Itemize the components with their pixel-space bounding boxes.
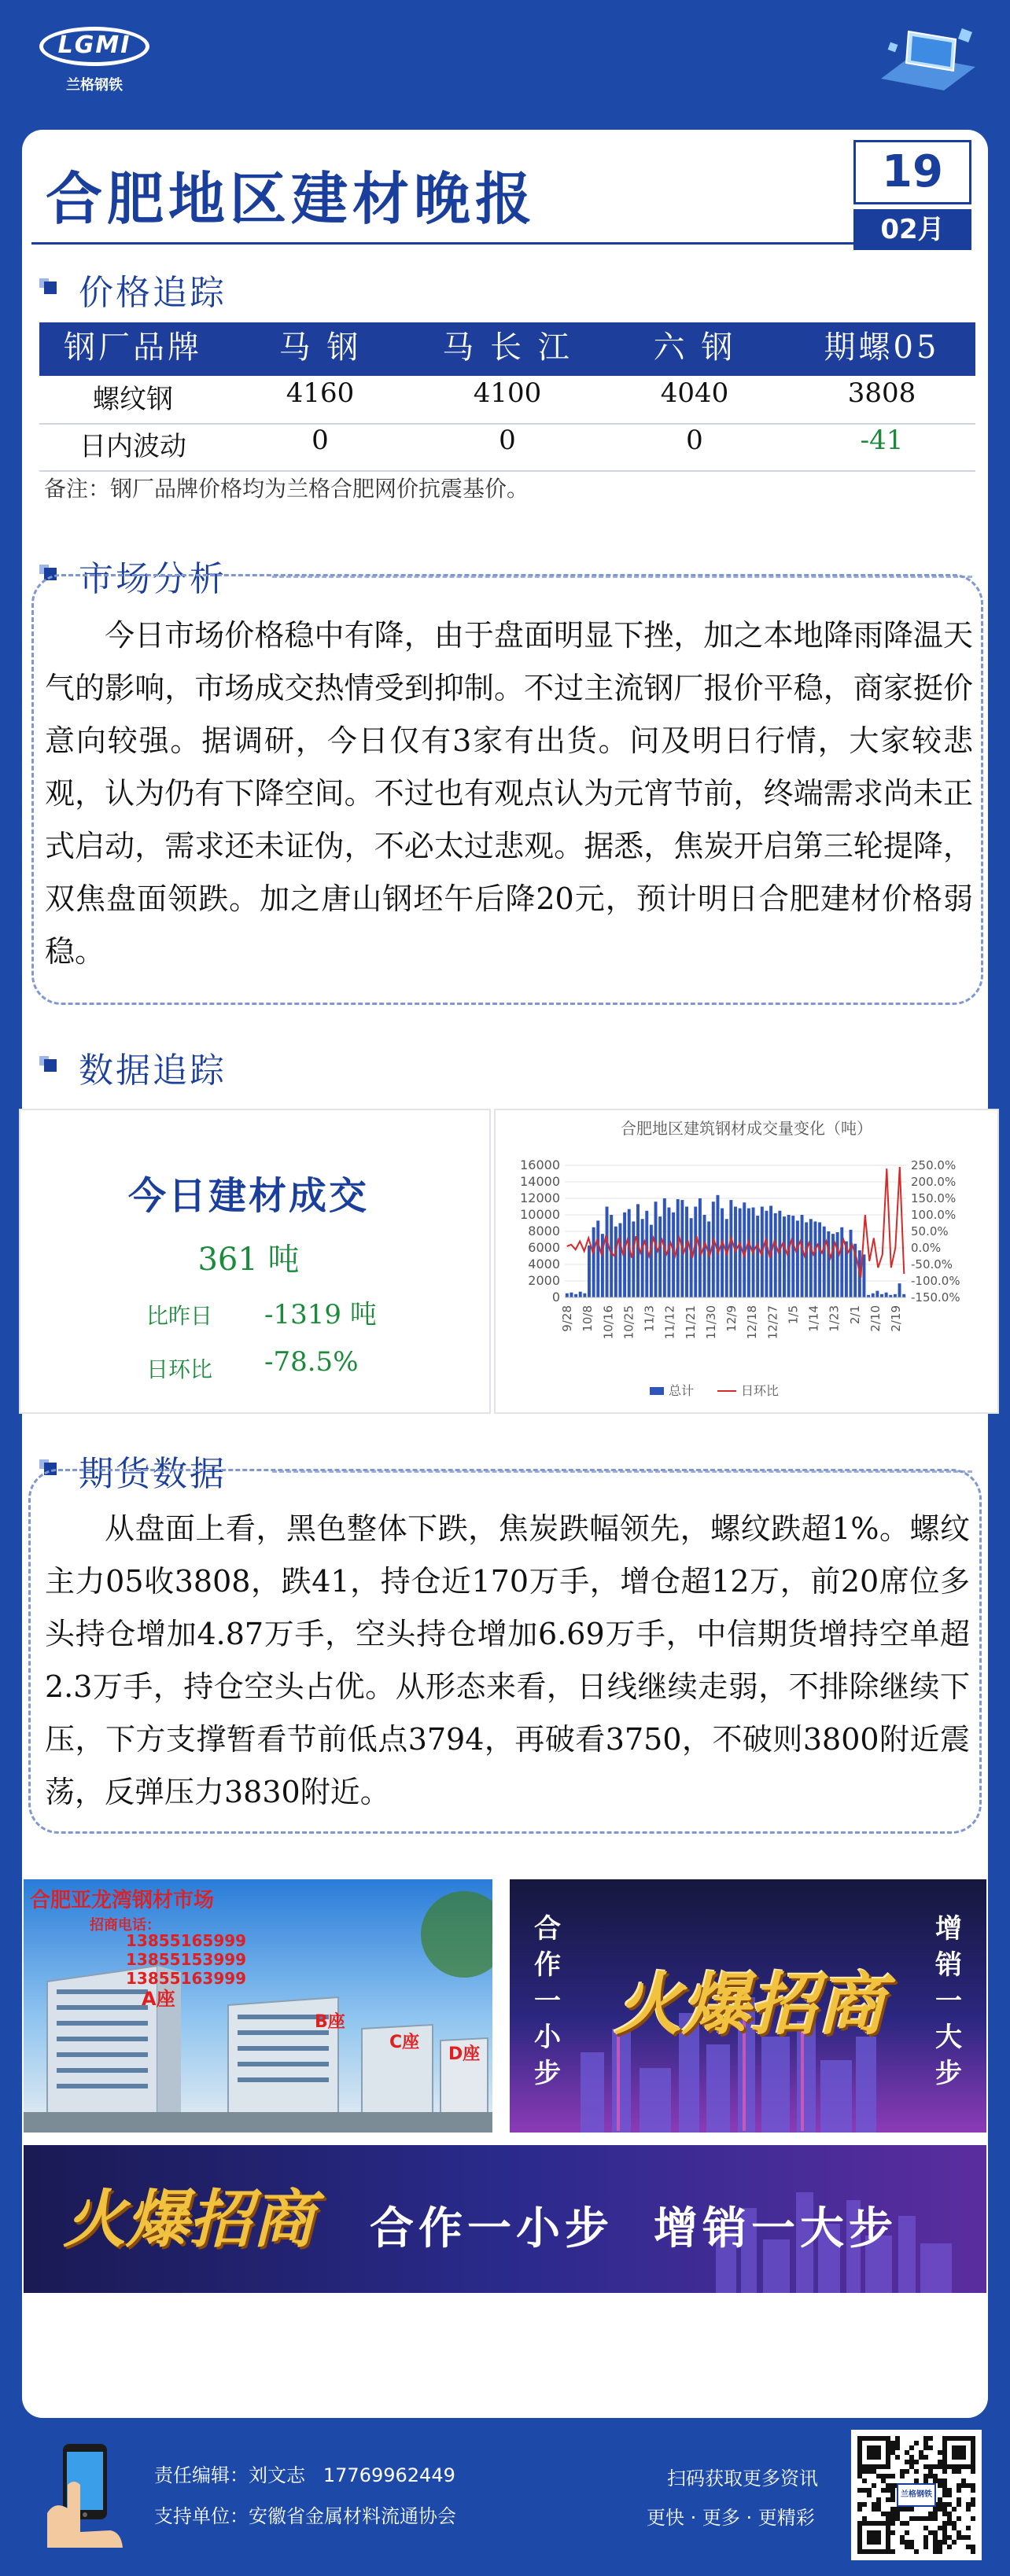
- editor-name: 刘文志: [249, 2464, 305, 2486]
- bar: [898, 1283, 901, 1297]
- y-left-tick: 8000: [528, 1224, 560, 1238]
- market-ad-phone: 13855153999: [126, 1950, 247, 1969]
- bar: [765, 1211, 768, 1297]
- kpi-prev-label: 比昨日: [146, 1303, 213, 1329]
- x-tick: 12/27: [765, 1305, 780, 1340]
- futures-box: [28, 1469, 982, 1834]
- title-underline: [31, 242, 857, 245]
- price-note: 备注：钢厂品牌价格均为兰格合肥网价抗震基价。: [44, 476, 529, 502]
- block-label: D座: [448, 2044, 481, 2064]
- bar: [801, 1215, 804, 1297]
- footer-support: [154, 2501, 456, 2528]
- bar: [579, 1292, 582, 1297]
- x-tick: 2/19: [889, 1305, 903, 1332]
- x-tick: 11/3: [642, 1305, 657, 1332]
- x-tick: 10/16: [601, 1305, 616, 1340]
- bar: [840, 1227, 843, 1297]
- date-month: 02月: [853, 209, 971, 250]
- bar: [725, 1219, 728, 1297]
- bar: [721, 1209, 724, 1297]
- x-tick: 10/25: [621, 1305, 636, 1340]
- recruit-headline: 火爆招商: [614, 1965, 885, 2044]
- section-title: 期货数据: [79, 1454, 227, 1494]
- price-cell: 3808: [847, 377, 916, 409]
- col-header: 六 钢: [653, 329, 736, 366]
- bar: [694, 1207, 697, 1298]
- market-ad-phone: 13855165999: [126, 1931, 247, 1950]
- bar: [850, 1230, 853, 1297]
- change-cell: 0: [499, 425, 516, 456]
- bar: [596, 1220, 599, 1297]
- section-title: 市场分析: [79, 559, 227, 599]
- bar: [791, 1216, 794, 1297]
- bar: [570, 1293, 573, 1297]
- price-section-header: [44, 264, 972, 311]
- col-header: 钢厂品牌: [64, 329, 202, 366]
- bar: [827, 1231, 830, 1297]
- market-ad-phone: 13855163999: [126, 1969, 247, 1988]
- bar: [614, 1227, 617, 1297]
- bar: [885, 1293, 888, 1297]
- y-left-tick: 16000: [520, 1157, 560, 1172]
- bar: [658, 1216, 662, 1297]
- logo-text: LGMI: [57, 31, 131, 59]
- date-day: 19: [853, 140, 971, 204]
- bar: [818, 1222, 821, 1297]
- x-tick: 11/21: [683, 1305, 698, 1340]
- x-tick: 1/5: [786, 1305, 801, 1325]
- bar: [747, 1209, 750, 1297]
- editor-phone: 17769962449: [323, 2464, 455, 2486]
- bar: [729, 1200, 732, 1297]
- report-title: 合肥地区建材晚报: [46, 166, 537, 232]
- bar: [894, 1294, 897, 1297]
- row-label: 日内波动: [79, 431, 186, 462]
- market-ad-phone-label: 招商电话：: [90, 1917, 160, 1934]
- kpi-panel: [19, 1109, 491, 1414]
- bar: [880, 1294, 883, 1297]
- bar: [685, 1207, 688, 1298]
- support-label: 支持单位：: [154, 2505, 249, 2527]
- x-tick: 2/1: [847, 1305, 862, 1325]
- x-tick: 2/10: [868, 1305, 883, 1332]
- market-ad[interactable]: [24, 1879, 492, 2133]
- price-cell: 4160: [286, 377, 355, 409]
- volume-chart: [496, 1110, 997, 1412]
- market-analysis-box: [31, 574, 983, 1005]
- x-tick: 12/18: [745, 1305, 760, 1340]
- recruit-left-slogan: 合作一小步: [534, 1913, 561, 2089]
- bar: [632, 1221, 635, 1297]
- legend-line-label: 日环比: [741, 1383, 780, 1398]
- change-cell-futures: -41: [860, 425, 904, 456]
- bar: [872, 1294, 875, 1297]
- recruit-right-slogan: 增销一大步: [935, 1913, 962, 2089]
- bar: [583, 1294, 586, 1297]
- price-cell: 4100: [473, 377, 542, 409]
- bar: [610, 1215, 613, 1297]
- bar: [783, 1216, 786, 1297]
- col-header: 马 钢: [278, 329, 362, 366]
- col-header: 期螺05: [824, 329, 940, 366]
- bar: [875, 1291, 879, 1297]
- bar: [796, 1220, 799, 1297]
- market-ad-title: 合肥亚龙湾钢材市场: [30, 1889, 215, 1912]
- col-header: 马 长 江: [442, 329, 573, 366]
- y-right-tick: 0.0%: [911, 1241, 942, 1255]
- bar: [650, 1225, 653, 1297]
- bar: [712, 1202, 715, 1297]
- logo-subtitle: 兰格钢铁: [66, 77, 123, 94]
- bar: [739, 1209, 742, 1297]
- market-analysis-text: 今日市场价格稳中有降，由于盘面明显下挫，加之本地降雨降温天气的影响，市场成交热情受到抑制。不过主流钢厂报价平稳，商家挺价意向较强。据调研，今日仅有3家有出货。问及明日行情，大家较悲观，认为仍有下降空间。不过也有观点认为元宵节前，终端需求尚未正式启动，需求还未证伪，不必太过悲观。据悉，焦炭开启第三轮提降，双焦盘面领跌。加之唐山钢坯午后降20元，预计明日合肥建材价格弱稳。: [45, 618, 973, 969]
- y-right-tick: 150.0%: [911, 1191, 957, 1205]
- y-right-tick: -100.0%: [911, 1274, 960, 1288]
- futures-text: 从盘面上看，黑色整体下跌，焦炭跌幅领先，螺纹跌超1%。螺纹主力05收3808，跌41，持仓近170万手，增仓超12万，前20席位多头持仓增加4.87万手，空头持仓增加6.69万手，中信期货增持空单超2.3万手，持仓空头占优。从形态来看，日线继续走弱，不排除继续下压，下方支撑暂看节前低点3794，再破看3750，不破则3800附近震荡，反弹压力3830附近。: [45, 1511, 970, 1809]
- y-right-tick: 100.0%: [911, 1208, 957, 1222]
- legend-bar-swatch: [650, 1387, 664, 1395]
- bar: [707, 1221, 710, 1297]
- y-left-tick: 4000: [528, 1257, 560, 1271]
- bar: [836, 1232, 839, 1297]
- date-badge: [853, 140, 971, 250]
- x-tick: 11/30: [703, 1305, 718, 1340]
- y-right-tick: -50.0%: [911, 1257, 953, 1271]
- section-marker-icon: [44, 282, 57, 294]
- x-tick: 10/8: [581, 1305, 595, 1332]
- bar: [756, 1216, 759, 1297]
- editor-label: 责任编辑：: [154, 2464, 249, 2486]
- qr-caption: 扫码获取更多资讯: [667, 2467, 818, 2490]
- block-label: C座: [389, 2033, 420, 2052]
- qr-subcaption: 更快 · 更多 · 更精彩: [647, 2507, 815, 2529]
- bar: [902, 1294, 905, 1297]
- qr-code[interactable]: [851, 2430, 982, 2560]
- bar: [588, 1246, 591, 1297]
- banner-ad[interactable]: [24, 2145, 986, 2293]
- y-right-tick: -150.0%: [911, 1290, 960, 1305]
- data-section-header: [44, 1042, 972, 1089]
- price-cell: 4040: [660, 377, 729, 409]
- section-title: 数据追踪: [79, 1051, 227, 1091]
- phone-hand-icon: [39, 2438, 134, 2548]
- change-cell: 0: [686, 425, 703, 456]
- y-left-tick: 14000: [520, 1174, 560, 1189]
- footer-editor: [154, 2460, 455, 2487]
- bar: [703, 1215, 706, 1297]
- bar: [641, 1219, 644, 1297]
- kpi-ratio-value: -78.5%: [264, 1346, 359, 1378]
- bar: [618, 1224, 621, 1298]
- bar: [574, 1294, 577, 1297]
- chart-panel: [494, 1109, 999, 1414]
- y-right-tick: 200.0%: [911, 1175, 957, 1189]
- block-label: B座: [315, 2012, 345, 2032]
- y-left-tick: 12000: [520, 1190, 560, 1205]
- bar: [809, 1219, 813, 1297]
- y-right-tick: 250.0%: [911, 1158, 957, 1172]
- support-name: 安徽省金属材料流通协会: [249, 2505, 456, 2527]
- bar: [823, 1227, 826, 1297]
- banner-headline: 火爆招商: [63, 2182, 315, 2256]
- bar: [566, 1294, 569, 1297]
- section-marker-icon: [44, 1059, 57, 1072]
- y-right-tick: 50.0%: [911, 1224, 949, 1238]
- bar: [805, 1222, 808, 1297]
- x-tick: 1/14: [806, 1305, 821, 1332]
- x-tick: 9/28: [560, 1305, 574, 1332]
- y-left-tick: 10000: [520, 1207, 560, 1222]
- bar: [592, 1227, 595, 1297]
- y-left-tick: 0: [551, 1290, 560, 1305]
- bar: [774, 1213, 777, 1297]
- brand-logo: [31, 24, 157, 99]
- block-label: A座: [142, 1988, 175, 2010]
- y-left-tick: 6000: [528, 1240, 560, 1255]
- computer-illustration-icon: [865, 24, 983, 102]
- y-left-tick: 2000: [528, 1273, 560, 1288]
- banner-slogan: 合作一小步 增销一大步: [370, 2203, 898, 2254]
- x-tick: 12/9: [724, 1305, 739, 1332]
- recruit-ad[interactable]: [510, 1879, 986, 2133]
- kpi-volume: 361 吨: [197, 1242, 300, 1278]
- row-label: 螺纹钢: [93, 384, 173, 415]
- chart-title: 合肥地区建筑钢材成交量变化（吨）: [621, 1119, 872, 1138]
- bar: [606, 1207, 609, 1298]
- qr-logo: 兰格钢铁: [897, 2483, 936, 2507]
- section-title: 价格追踪: [79, 273, 227, 313]
- x-tick: 1/23: [827, 1305, 842, 1332]
- kpi-prev-value: -1319 吨: [264, 1299, 377, 1330]
- kpi-ratio-label: 日环比: [146, 1356, 213, 1382]
- legend-bar-label: 总计: [669, 1383, 695, 1398]
- x-tick: 11/12: [662, 1305, 677, 1340]
- change-cell: 0: [311, 425, 329, 456]
- bar: [813, 1221, 816, 1297]
- kpi-title: 今日建材成交: [127, 1174, 369, 1218]
- bar: [862, 1254, 865, 1297]
